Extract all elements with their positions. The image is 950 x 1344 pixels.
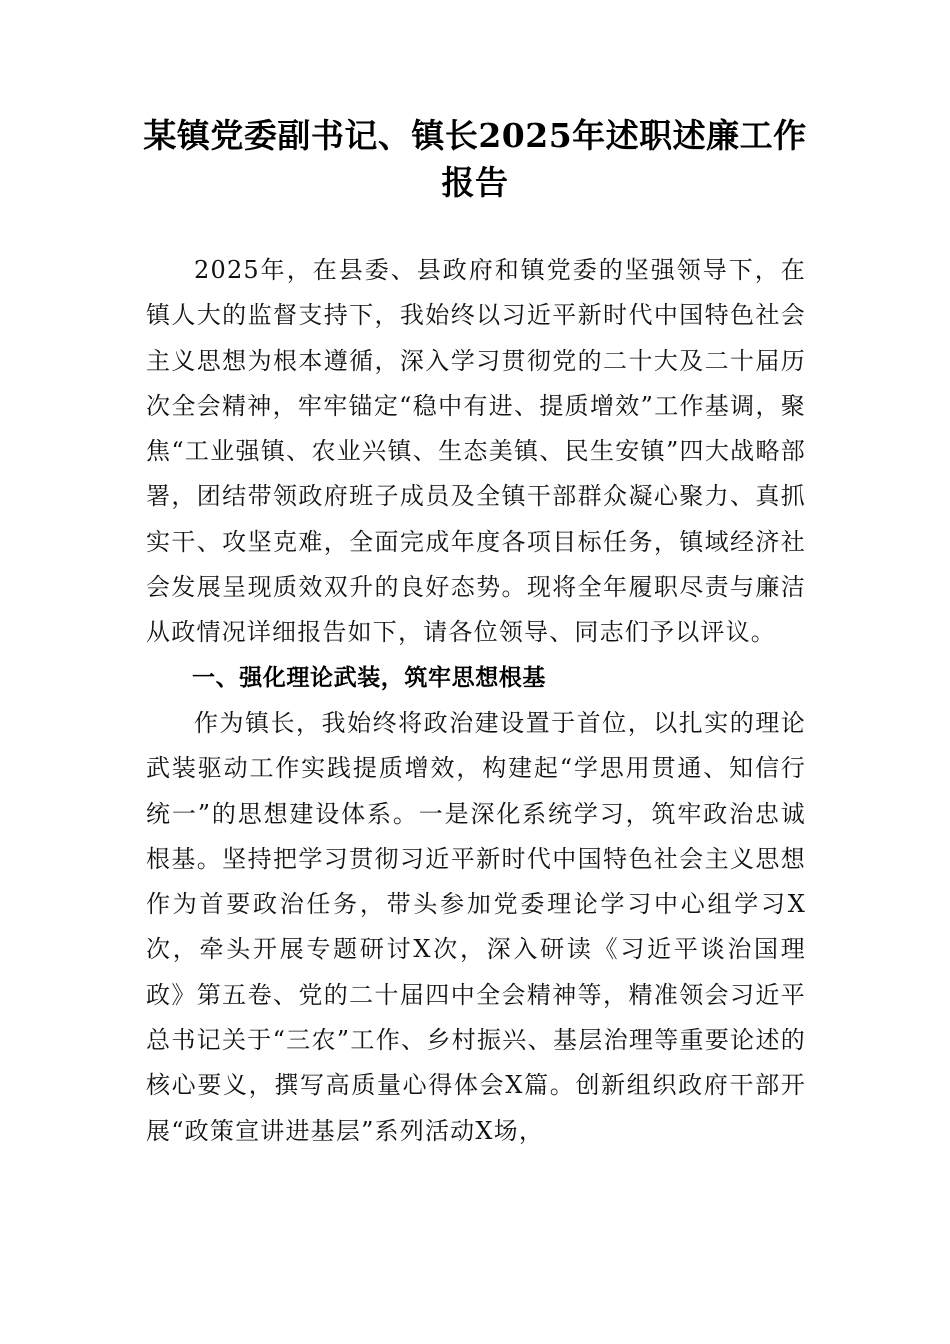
document-title: 某镇党委副书记、镇长2025年述职述廉工作报告 bbox=[143, 116, 807, 202]
intro-paragraph: 2025年，在县委、县政府和镇党委的坚强领导下，在镇人大的监督支持下，我始终以习近平新时代中国特色社会主义思想为根本遵循，深入学习贯彻党的二十大及二十届历次全会精神，牢牢锚定“稳中有进、提质增效”工作基调，聚焦“工业强镇、农业兴镇、生态美镇、民生安镇”四大战略部署，团结带领政府班子成员及全镇干部群众凝心聚力、真抓实干、攻坚克难，全面完成年度各项目标任务，镇域经济社会发展呈现质效双升的良好态势。现将全年履职尽责与廉洁从政情况详细报告如下，请各位领导、同志们予以评议。 bbox=[146, 256, 806, 647]
section-heading-1: 一、强化理论武装，筑牢思想根基 bbox=[192, 664, 546, 691]
section-1-paragraph: 作为镇长，我始终将政治建设置于首位，以扎实的理论武装驱动工作实践提质增效，构建起“学思用贯通、知信行统一”的思想建设体系。一是深化系统学习，筑牢政治忠诚根基。坚持把学习贯彻习近平新时代中国特色社会主义思想作为首要政治任务，带头参加党委理论学习中心组学习X次，牵头开展专题研讨X次，深入研读《习近平谈治国理政》第五卷、党的二十届四中全会精神等，精准领会习近平总书记关于“三农”工作、乡村振兴、基层治理等重要论述的核心要义，撰写高质量心得体会X篇。创新组织政府干部开展“政策宣讲进基层”系列活动X场， bbox=[146, 708, 806, 1145]
document-body bbox=[146, 248, 806, 1154]
